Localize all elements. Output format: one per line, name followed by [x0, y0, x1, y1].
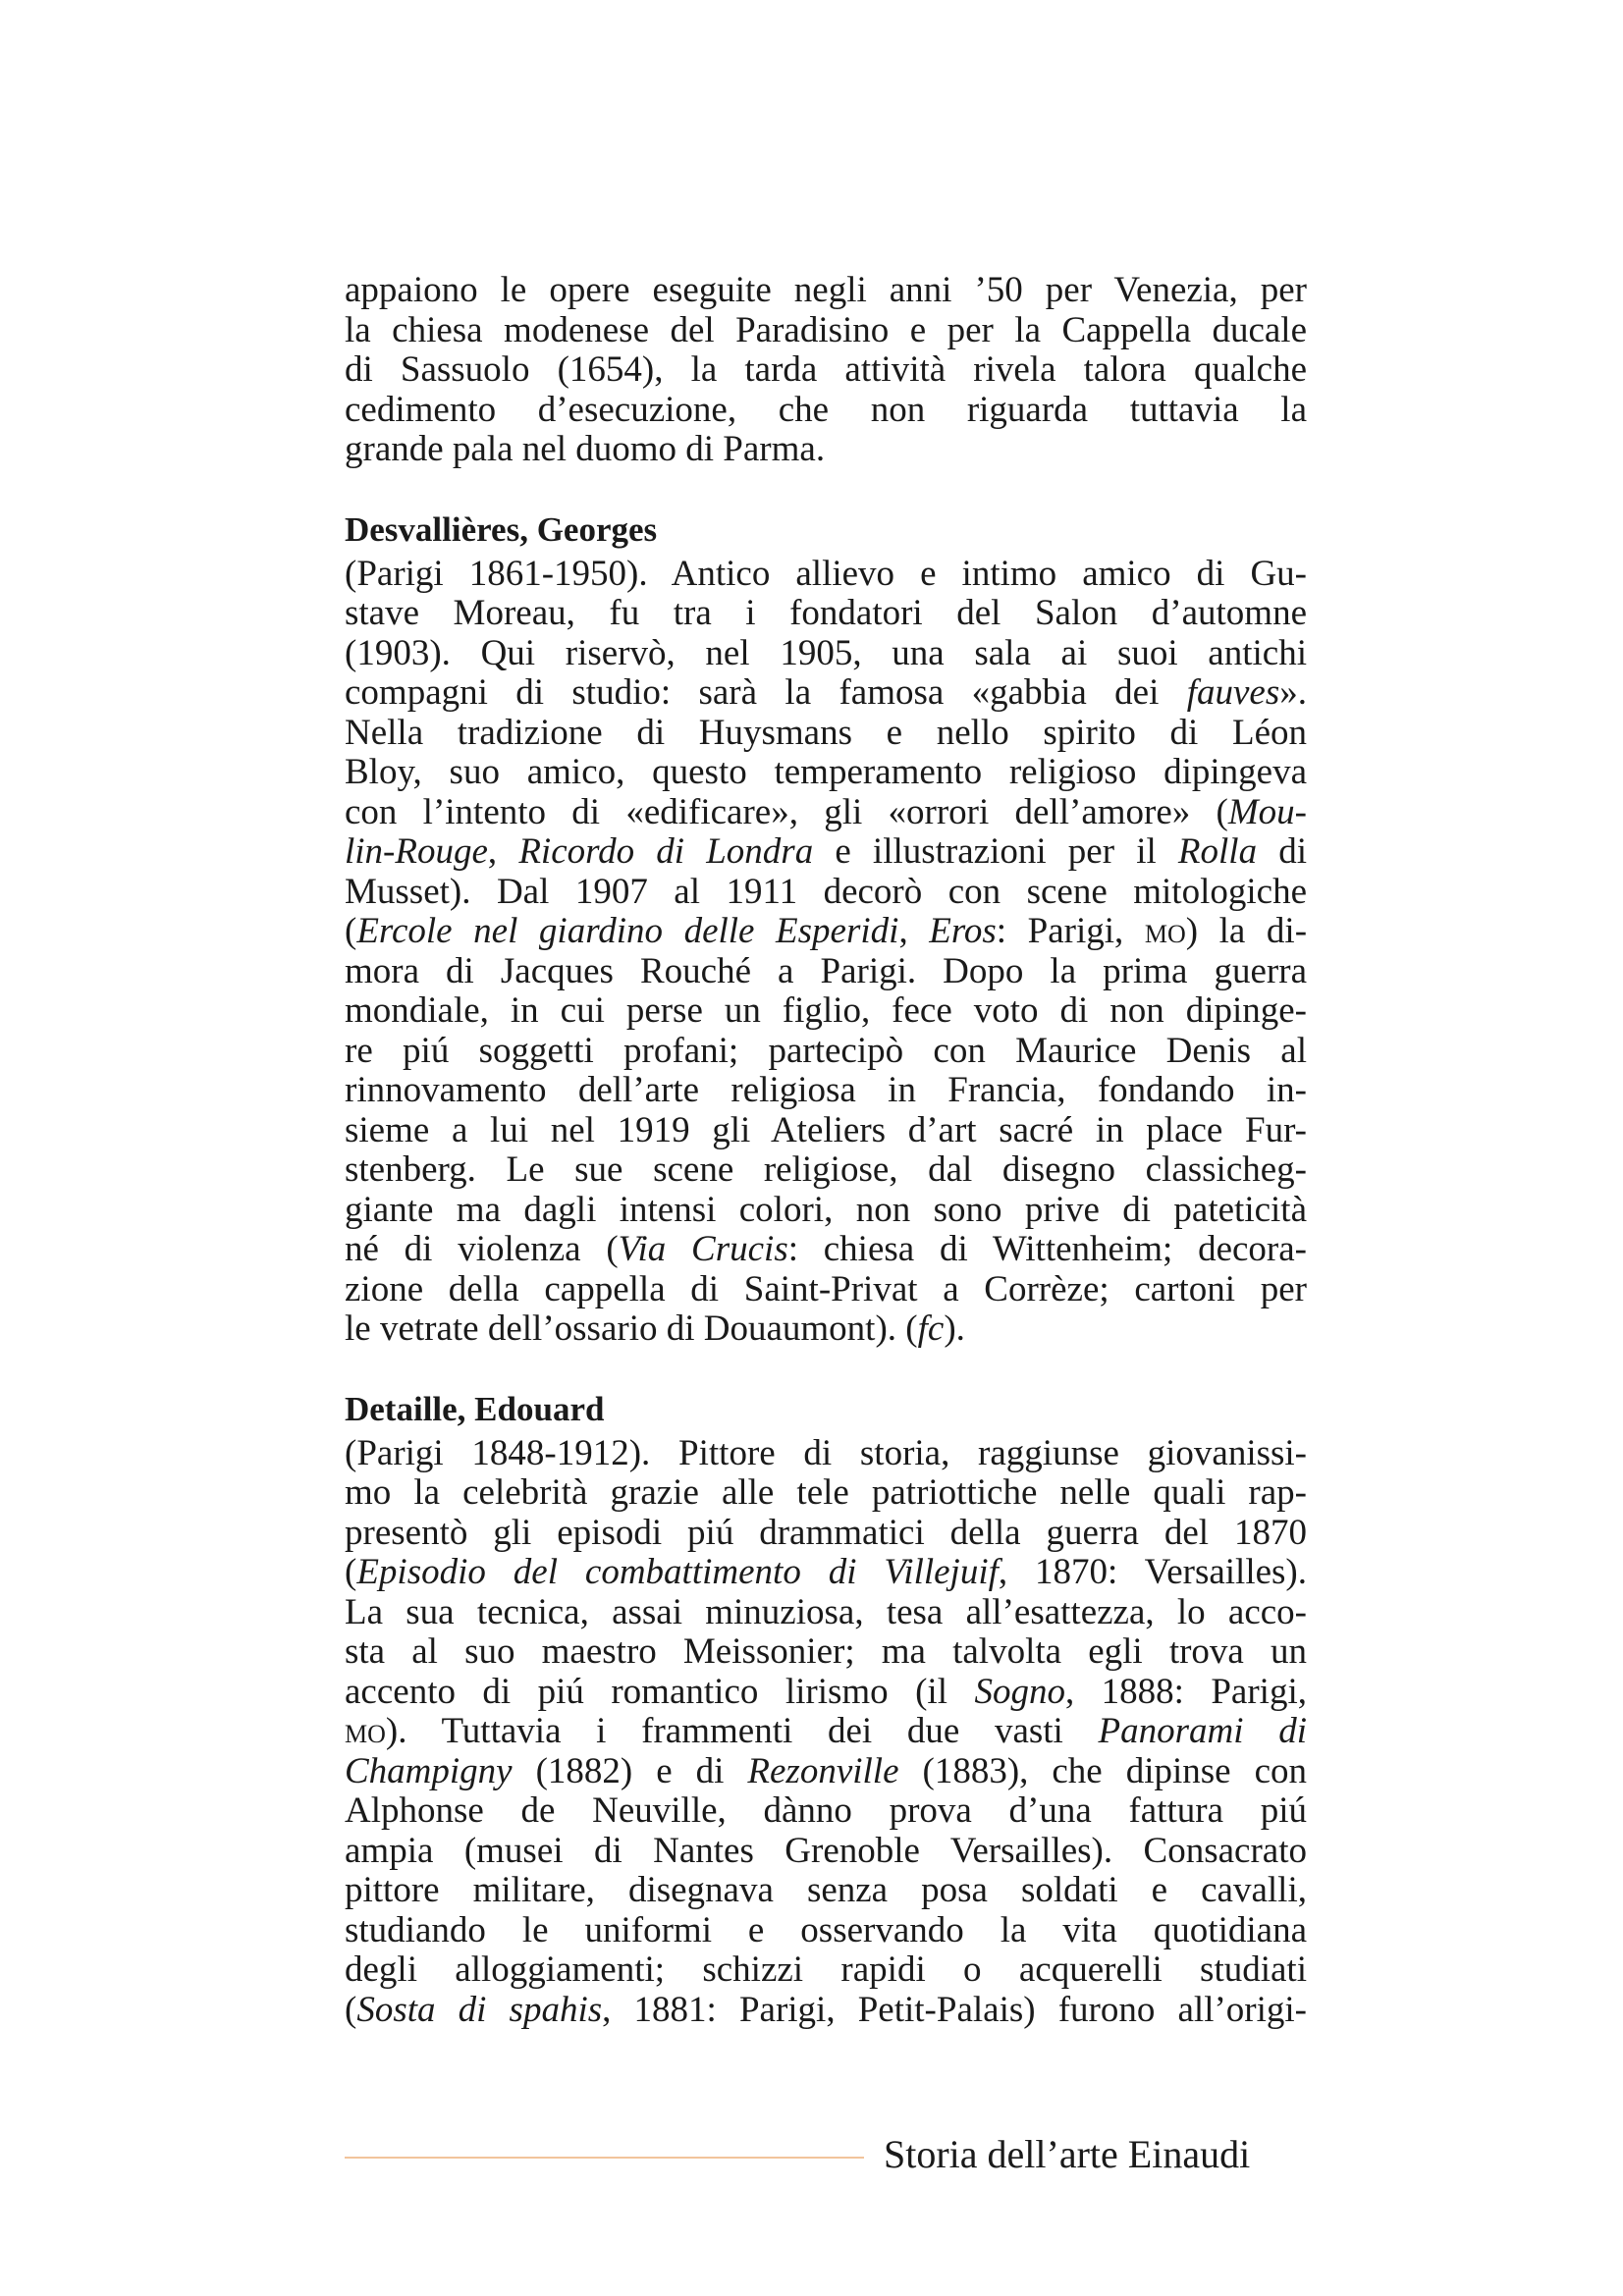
italic-title: Champigny	[345, 1750, 513, 1791]
text-line: cedimento d’esecuzione, che non riguarda tuttavia la	[345, 389, 1307, 430]
text-line: (Ercole nel giardino delle Esperidi, Eros: Parigi, mo) la di-	[345, 911, 1308, 951]
italic-title: Sogno	[974, 1671, 1065, 1712]
text-line: mo). Tuttavia i frammenti dei due vasti Panorami di	[345, 1711, 1308, 1751]
italic-title: fauves	[1186, 672, 1280, 713]
text-line: Champigny (1882) e di Rezonville (1883), che dipinse con	[345, 1750, 1307, 1791]
museum-abbreviation: mo	[345, 1711, 386, 1751]
italic-title: Sosta di spahis	[356, 1989, 603, 2030]
text-line: di Sassuolo (1654), la tarda attività rivela talora qualche	[345, 349, 1307, 390]
text-line: lin-Rouge, Ricordo di Londra e illustrazioni per il Rolla di	[345, 831, 1308, 872]
italic-title: Mou-	[1227, 791, 1307, 832]
text-line: Bloy, suo amico, questo temperamento religioso dipingeva	[345, 752, 1307, 792]
page-body	[345, 271, 1307, 2030]
entry-title-detaille: Detaille, Edouard	[345, 1389, 605, 1428]
museum-abbreviation: mo	[1144, 911, 1186, 951]
text-line: grande pala nel duomo di Parma.	[345, 429, 826, 469]
entry-title-desvallieres: Desvallières, Georges	[345, 509, 658, 549]
italic-title: Panorami di	[1098, 1711, 1308, 1751]
text-line: appaiono le opere eseguite negli anni ’50 per Venezia, per	[345, 270, 1307, 310]
entry-body-desvallieres	[345, 555, 1307, 1350]
italic-title: Eros	[929, 911, 997, 951]
text-line: sieme a lui nel 1919 gli Ateliers d’art sacré in place Fur-	[345, 1109, 1307, 1150]
text-line: giante ma dagli intensi colori, non sono prive di pateticità	[345, 1189, 1307, 1230]
text-line: re piú soggetti profani; partecipò con Maurice Denis al	[345, 1030, 1307, 1071]
text-line: né di violenza (Via Crucis: chiesa di Wittenheim; decora-	[345, 1229, 1307, 1269]
footer-rule	[345, 2157, 864, 2159]
text-line: ampia (musei di Nantes Grenoble Versailles). Consacrato	[345, 1830, 1307, 1871]
text-line: Alphonse de Neuville, dànno prova d’una fattura piú	[345, 1790, 1307, 1831]
italic-title: Rolla	[1177, 831, 1258, 872]
footer-publication-title: Storia dell’arte Einaudi	[884, 2132, 1251, 2176]
italic-title: Rezonville	[747, 1750, 899, 1791]
text-line: (1903). Qui riservò, nel 1905, una sala ai suoi antichi	[345, 632, 1307, 673]
text-line: sta al suo maestro Meissonier; ma talvolta egli trova un	[345, 1631, 1307, 1672]
italic-title: Ercole nel giardino delle Esperidi	[356, 911, 899, 951]
text-line: stenberg. Le sue scene religiose, dal disegno classicheg-	[345, 1149, 1307, 1190]
text-line: presentò gli episodi piú drammatici della guerra del 1870	[345, 1512, 1307, 1553]
italic-title: Via Crucis	[618, 1229, 788, 1269]
text-line: Nella tradizione di Huysmans e nello spirito di Léon	[345, 712, 1307, 753]
text-line: mora di Jacques Rouché a Parigi. Dopo la prima guerra	[345, 950, 1307, 991]
text-line: zione della cappella di Saint-Privat a Corrèze; cartoni per	[345, 1268, 1307, 1309]
text-line: con l’intento di «edificare», gli «orrori dell’amore» (Mou-	[345, 791, 1307, 832]
text-line: La sua tecnica, assai minuziosa, tesa all’esattezza, lo acco-	[345, 1591, 1307, 1632]
text-line: studiando le uniformi e osservando la vita quotidiana	[345, 1909, 1307, 1950]
intro-paragraph	[345, 271, 1307, 470]
entry-body-detaille	[345, 1434, 1307, 2031]
text-line: pittore militare, disegnava senza posa soldati e cavalli,	[345, 1870, 1307, 1910]
text-line: mondiale, in cui perse un figlio, fece voto di non dipinge-	[345, 990, 1307, 1031]
author-initials: fc	[917, 1308, 945, 1349]
italic-title: Episodio del combattimento di Villejuif	[356, 1552, 999, 1592]
text-line: mo la celebrità grazie alle tele patriottiche nelle quali rap-	[345, 1472, 1307, 1513]
text-line: Musset). Dal 1907 al 1911 decorò con scene mitologiche	[345, 871, 1307, 912]
text-line: compagni di studio: sarà la famosa «gabbia dei fauves».	[345, 672, 1307, 713]
italic-title: Ricordo di Londra	[518, 831, 814, 872]
text-line: accento di piú romantico lirismo (il Sogno, 1888: Parigi,	[345, 1671, 1307, 1712]
italic-title: lin-Rouge	[345, 831, 488, 872]
text-line: (Parigi 1861-1950). Antico allievo e intimo amico di Gu-	[345, 553, 1307, 594]
text-line: la chiesa modenese del Paradisino e per la Cappella ducale	[345, 309, 1307, 350]
text-line: (Episodio del combattimento di Villejuif, 1870: Versailles).	[345, 1552, 1307, 1592]
text-line: degli alloggiamenti; schizzi rapidi o acquerelli studiati	[345, 1949, 1307, 1990]
text-line: rinnovamento dell’arte religiosa in Francia, fondando in-	[345, 1070, 1307, 1110]
text-line: stave Moreau, fu tra i fondatori del Salon d’automne	[345, 593, 1307, 633]
text-line: (Parigi 1848-1912). Pittore di storia, raggiunse giovanissi-	[345, 1432, 1307, 1473]
text-line: le vetrate dell’ossario di Douaumont). (fc).	[345, 1308, 965, 1349]
text-line: (Sosta di spahis, 1881: Parigi, Petit-Palais) furono all’origi-	[345, 1989, 1307, 2030]
